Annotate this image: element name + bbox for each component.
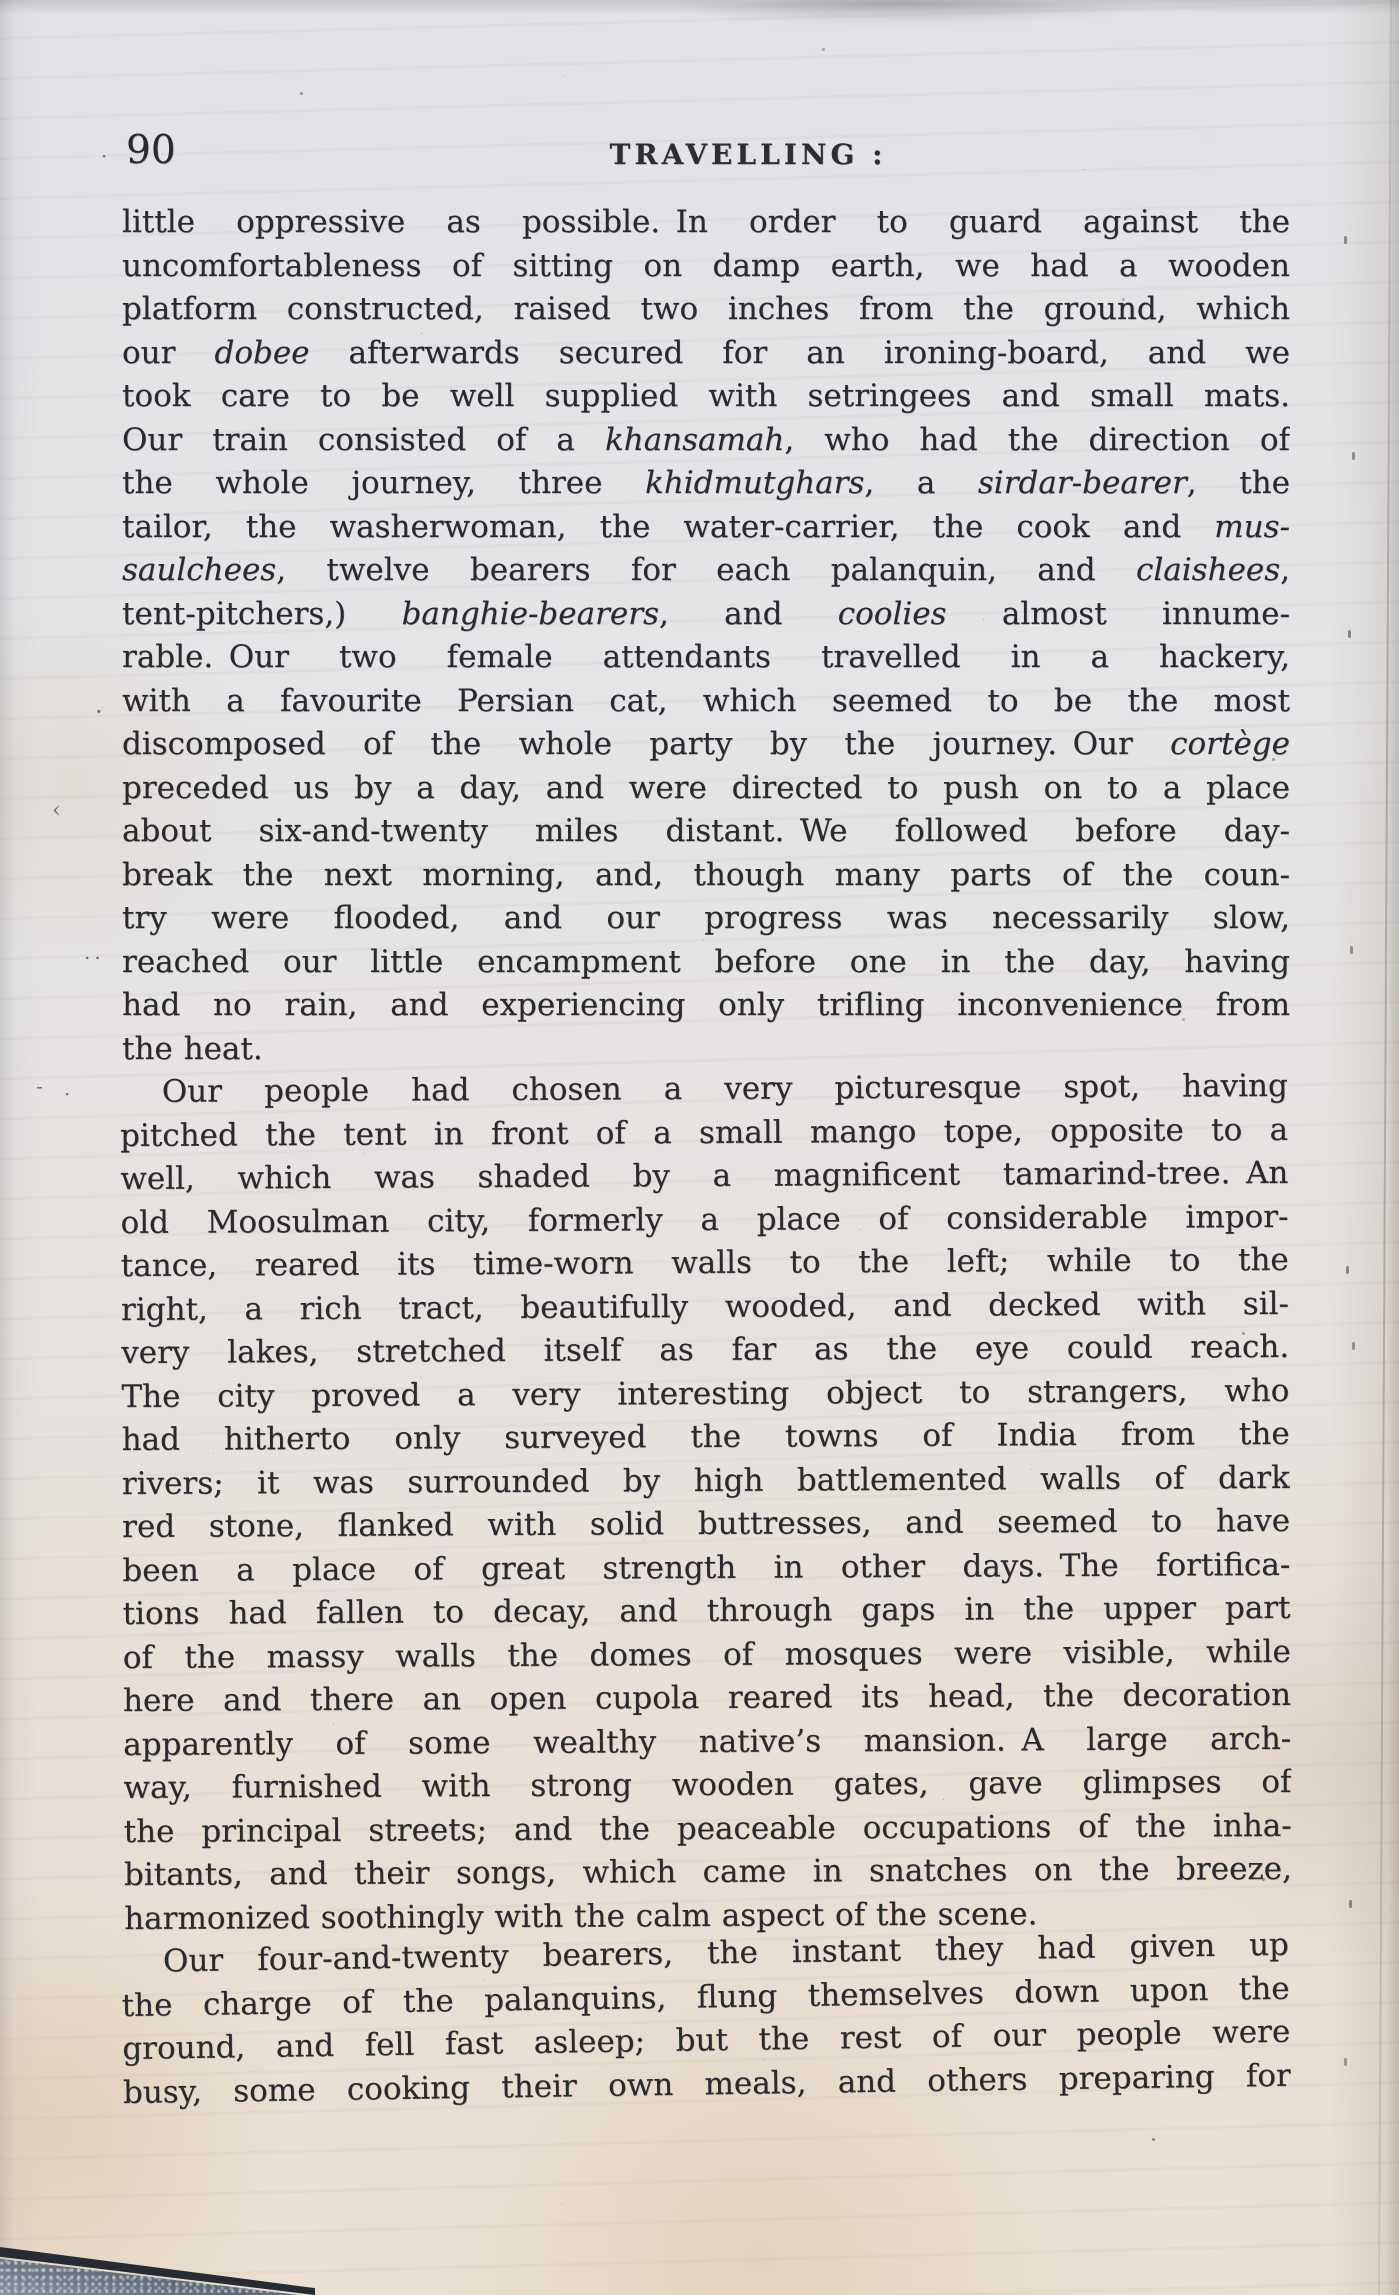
- text-line: tions had fallen to decay, and through gaps in the upper part: [122, 1589, 1291, 1632]
- text-line: tance, reared its time-worn walls to the left; while to the: [120, 1241, 1289, 1285]
- text-line: way, furnished with strong wooden gates, gave glimpses of: [123, 1763, 1292, 1806]
- paragraph: [120, 1065, 1293, 1941]
- text-line: little oppressive as possible. In order to guard against the: [122, 204, 1290, 240]
- page-edge-crease: [1378, 0, 1392, 2295]
- scan-speck: ·: [64, 1082, 71, 1106]
- text-line: had hitherto only surveyed the towns of India from the: [121, 1415, 1290, 1459]
- text-line: had no rain, and experiencing only trifling inconvenience from: [122, 987, 1290, 1023]
- text-line: been a place of great strength in other days. The fortifica-: [122, 1546, 1291, 1589]
- scan-speck: -: [36, 1074, 43, 1098]
- text-line: ground, and fell fast asleep; but the rest of our people were: [122, 2013, 1291, 2067]
- text-line: the whole journey, three khidmutghars, a sirdar-bearer, the: [122, 465, 1290, 501]
- text-line: rable. Our two female attendants travelled in a hackery,: [122, 639, 1290, 675]
- text-line: Our four-and-twenty bearers, the instant they had given up: [162, 1926, 1290, 1980]
- text-line: red stone, flanked with solid buttresses, and seemed to have: [122, 1502, 1291, 1545]
- scan-speck: ‹: [52, 798, 61, 823]
- text-line: harmonized soothingly with the calm aspect of the scene.: [124, 1895, 1038, 1937]
- text-line: the heat.: [122, 1030, 263, 1067]
- text-line: well, which was shaded by a magnificent tamarind-tree. An: [120, 1154, 1289, 1198]
- top-edge-smudge: [640, 0, 1160, 26]
- text-line: the principal streets; and the peaceable occupations of the inha-: [123, 1807, 1292, 1850]
- text-line: of the massy walls the domes of mosques were visible, while: [122, 1633, 1291, 1676]
- text-line: took care to be well supplied with setringees and small mats.: [122, 378, 1290, 414]
- scan-speck: ..: [84, 940, 105, 964]
- text-line: bitants, and their songs, which came in snatches on the breeze,: [123, 1850, 1293, 1893]
- text-line: here and there an open cupola reared its head, the decoration: [122, 1676, 1292, 1719]
- text-line: rivers; it was surrounded by high battlemented walls of dark: [121, 1459, 1290, 1502]
- text-line: reached our little encampment before one in the day, having: [122, 943, 1290, 980]
- scan-speck: ·: [95, 698, 103, 726]
- text-line: The city proved a very interesting object to strangers, who: [121, 1372, 1290, 1415]
- text-line: break the next morning, and, though many parts of the coun-: [122, 856, 1290, 893]
- text-line: Our people had chosen a very picturesque spot, having: [161, 1067, 1288, 1110]
- right-margin-ticks: [0, 0, 3, 8]
- text-line: discomposed of the whole party by the journey. Our cortège: [122, 726, 1290, 762]
- page-text: [119, 201, 1293, 2115]
- text-line: try were flooded, and our progress was necessarily slow,: [122, 900, 1290, 936]
- running-head: TRAVELLING :: [609, 138, 887, 171]
- text-line: apparently of some wealthy native’s mansion. A large arch-: [123, 1720, 1292, 1763]
- scan-speck: ·: [101, 144, 108, 168]
- text-line: preceded us by a day, and were directed to push on to a place: [122, 769, 1290, 806]
- text-line: saulchees, twelve bearers for each palanquin, and claishees,: [122, 552, 1290, 588]
- text-line: pitched the tent in front of a small mango tope, opposite to a: [119, 1111, 1289, 1154]
- text-line: our dobee afterwards secured for an ironing-board, and we: [122, 334, 1290, 371]
- text-line: very lakes, stretched itself as far as the eye could reach.: [121, 1328, 1290, 1372]
- text-line: Our train consisted of a khansamah, who had the direction of: [122, 421, 1290, 458]
- text-line: right, a rich tract, beautifully wooded, and decked with sil-: [120, 1285, 1290, 1328]
- paragraph: [121, 1924, 1291, 2115]
- text-line: busy, some cooking their own meals, and others preparing for: [122, 2057, 1292, 2111]
- paragraph: [122, 201, 1290, 1071]
- page-number: 90: [126, 128, 176, 173]
- text-line: old Moosulman city, formerly a place of considerable impor-: [120, 1198, 1289, 1241]
- text-line: with a favourite Persian cat, which seemed to be the most: [122, 682, 1290, 719]
- text-line: tent-pitchers,) banghie-bearers, and coolies almost innume-: [122, 595, 1290, 632]
- text-line: platform constructed, raised two inches from the ground, which: [122, 291, 1290, 327]
- bottom-left-corner: [0, 2246, 315, 2295]
- text-line: tailor, the washerwoman, the water-carrier, the cook and mus-: [122, 508, 1290, 545]
- text-line: about six-and-twenty miles distant. We followed before day-: [122, 813, 1290, 849]
- text-line: uncomfortableness of sitting on damp earth, we had a wooden: [122, 247, 1290, 284]
- text-line: the charge of the palanquins, flung themselves down upon the: [121, 1970, 1290, 2024]
